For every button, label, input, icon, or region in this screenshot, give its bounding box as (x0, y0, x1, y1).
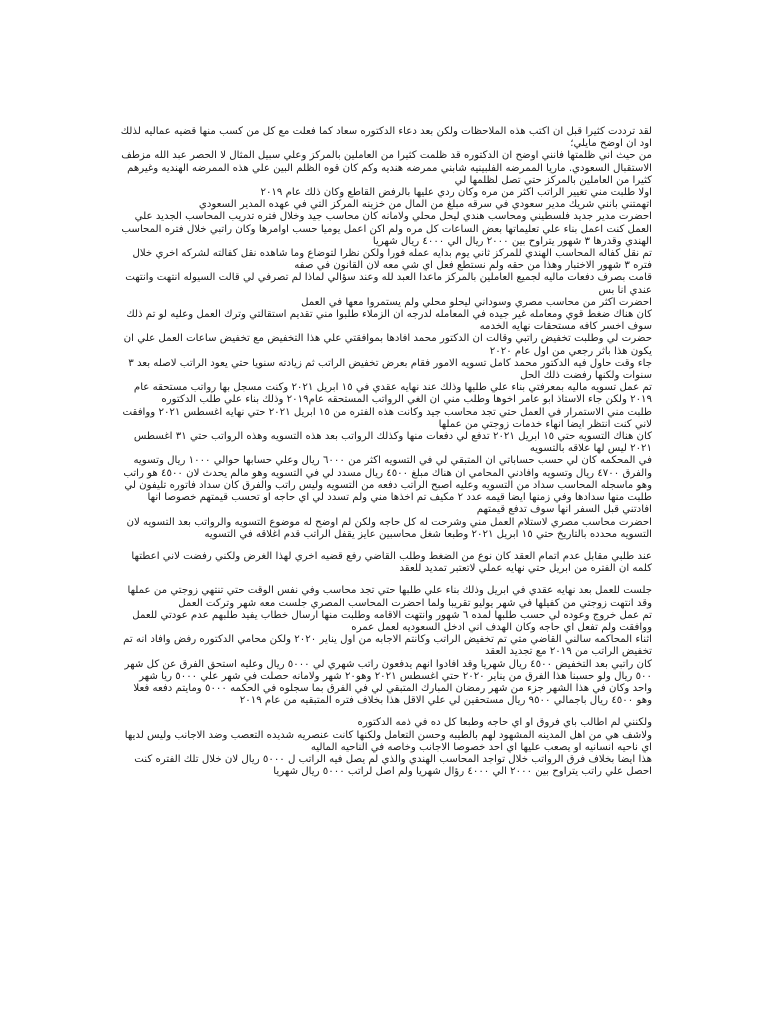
paragraph: اتهمتني بانني شريك مدير سعودي في سرقه مبلغ من المال من خزينه المركز التي في عهده المدير السعودي (198, 199, 652, 211)
letter-body (120, 126, 652, 778)
paragraph: من حيث اني ظلمتها فانني اوضح ان الدكتوره قد ظلمت كثيرا من العاملين بالمركز وعلي سبيل المثال لا الحصر عبد الله مزطف الاستقبال السعودي. ماريا الممرضه الفلبينيه شابني ممرضه هنديه وكم كان قوه الظلم البين علي هذه الممرضه الهنديه وغيرهم كثيرا من العاملين بالمركز حتي تصل لظلمها لي (121, 150, 652, 186)
paragraph: تم عمل خروج وعوده لي حسب طلبها لمده ٦ شهور وانتهت الاقامه وطلبت منها ارسال خطاب يفيد طلبهم عدم عودتي للعمل ووافقت ولم تفعل اي حاجه وكان الهدف اني ادخل السعوديه لعمل عمره (132, 609, 652, 633)
paragraph: في المحكمه كان لي حسب حساباتي ان المتبقي لي في التسويه اكثر من ٦٠٠٠ ريال وعلي حسابها حوالي ١٠٠٠ ريال وتسويه والفرق ٤٧٠٠ ريال وتسويه وافادني المحامي ان هناك مبلغ ٤٥٠٠ ريال مسدد لي في التسويه وهو مالم يحدث لان ٤٥٠٠ هو راتب وهو ماسجله المحاسب سداد من التسويه وعليه اصبح الراتب دفعه من التسويه وليس راتب والفرق كان سداد فاتوره تليفون لي طلبت منها سدادها وفي زمنها ايضا قيمه عدد ٢ مكيف تم اخذها مني ولم تسدد لي اي حاجه او تحسب قيمتهم خصوصا انها افادتني قبل السفر انها سوف تدفع قيمتهم (123, 455, 652, 516)
paragraph: احضرت مدير جديد فلسطيني ومحاسب هندي ليحل محلي ولامانه كان محاسب جيد وخلال فتره تدريب المحاسب الجديد علي العمل كنت اعمل بناء علي تعليماتها بعض الساعات كل مره ولم اكن اعمل يوميا حسب اوامرها وكان راتبي خلال فتره المحاسب الهندي وقدرها ٣ شهور يتراوح بين ٢٠٠٠ ريال الي ٤٠٠٠ ريال شهريا (121, 211, 652, 247)
paragraph: كان راتبي بعد التخفيض ٤٥٠٠ ريال شهريا وقد افادوا انهم يدفعون راتب شهري لي ٥٠٠٠ ريال وعليه استحق الفرق عن كل شهر ٥٠٠ ريال ولو حسبنا هذا الفرق من يناير ٢٠٢٠ حتي اغسطس ٢٠٢١ وهو٢٠ شهر ولامانه حصلت في شهر علي ٥٠٠٠ ريا شهر واحد وكان في هذا الشهر جزء من شهر رمضان المبارك المتبقي لي في الفرق بما سجلوه في الحكمه ٥٠٠٠ ومايتم دفعه فعلا وهو ٤٥٠٠ ريال باجمالي ٩٥٠٠ ريال مستحقين لي علي الاقل هذا بخلاف فتره المتبقيه من عام ٢٠١٩ (124, 658, 652, 707)
paragraph: عند طلبي مقابل عدم اتمام العقد كان نوع من الضغط وطلب القاضي رفع قضيه اخري لهذا الغرض ولكني رفضت لاني اعطتها كلمه ان الفتره من ابريل حتي نهايه عملي لاتعتبر تمديد للعقد (131, 550, 652, 575)
paragraph: اثناء المحاكمه سالني القاضي متي تم تخفيض الراتب وكانتم الاجابه من اول يناير ٢٠٢٠ ولكن محامي الدكتوره رفض وافاد انه تم تخفيض الراتب من ٢٠١٩ مع تجديد العقد (123, 634, 652, 658)
paragraph: كان هناك ضغط قوي ومعامله غير جيده في المعامله لدرجه ان الزملاء طلبوا مني تقديم استقالتي وترك العمل وعليه لو تم ذلك سوف اخسر كافه مستحقات نهايه الخدمه (126, 309, 652, 333)
paragraph: طلبت مني الاستمرار في العمل حتي تجد محاسب جيد وكانت هذه الفتره من ١٥ ابريل ٢٠٢١ حتي نهايه اغسطس ٢٠٢١ ووافقت لاني كنت انتظر ايضا انهاء خدمات زوجتي من عملها (122, 406, 652, 430)
paragraph: جاء وقت حاول فيه الدكتور محمد كامل تسويه الامور فقام بعرض تخفيض الراتب ثم زيادته سنويا حتي يعود الراتب لاصله بعد ٣ سنوات ولكنها رفضت ذلك الحل (128, 357, 652, 382)
paragraph: تم نقل كفاله المحاسب الهندي للمركز ثاني يوم بدايه عمله فورا ولكن نظرا لتوضاع وما شاهده نقل كفالته لشركه اخري خلال فتره ٣ شهور الاختبار وهذا من حقه ولم نستطع فعل اي شي معه لان القانون في صفه (132, 248, 652, 272)
paragraph: اولا طلبت مني تغيير الراتب اكثر من مره وكان ردي عليها بالرفض القاطع وكان ذلك عام ٢٠١٩ (260, 187, 652, 199)
paragraph: لقد ترددت كثيرا قبل ان اكتب هذه الملاحظات ولكن بعد دعاء الدكتوره سعاد كما فعلت مع كل من كسب منها قضيه عماليه لذلك اود ان اوضح مايلي؛ (120, 126, 652, 150)
paragraph-gap (120, 707, 652, 717)
paragraph: ولاشف هي من اهل المدينه المشهود لهم بالطيبه وحسن التعامل ولكنها كانت عنصريه شديده التعصب وضد الاجانب وليس لديها اي ناحيه انسانيه او يصعب عليها اي احد خصوصا الاجانب وخاصه في الناحيه الماليه (124, 729, 652, 753)
paragraph-gap (120, 575, 652, 585)
paragraph: كان هناك التسويه حتي ١٥ ابريل ٢٠٢١ تدفع لي دفعات منها وكذلك الرواتب بعد هذه التسويه وهذه الرواتب حتي ٣١ اغسطس ٢٠٢١ ليس لها علاقه بالتسويه (133, 431, 652, 455)
paragraph: قامت بصرف دفعات ماليه لجميع العاملين بالمركز ماعدا العبد لله وعند سؤالي لماذا لم تصرفي لي قالت السيوله انتهت وانتهت عندي انا بس (125, 272, 652, 296)
paragraph: احضرت اكثر من محاسب مصري وسوداني ليحلو محلي ولم يستمروا معها في العمل (301, 296, 652, 308)
paragraph: حضرت لي وطلبت تخفيض راتبي وقالت ان الدكتور محمد افادها بموافقتي علي هذا التخفيض مع تخفيض ساعات العمل علي ان يكون هذا باثر رجعي من اول عام ٢٠٢٠ (123, 333, 652, 357)
paragraph: هذا ايضا بخلاف فرق الرواتب خلال تواجد المحاسب الهندي والذي لم يصل فيه الراتب ل ٥٠٠٠ ريال لان خلال تلك الفتره كنت احصل علي راتب يتراوح بين ٢٠٠٠ الي ٤٠٠٠ رؤال شهريا ولم اصل لراتب ٥٠٠٠ ريال شهريا (134, 753, 652, 778)
paragraph: جلست للعمل بعد نهايه عقدي في ابريل وذلك بناء علي طلبها حتي تجد محاسب وفي نفس الوقت حتي تنتهي زوجتي من عملها وقد انتهت زوجتي من كفيلها في شهر يوليو تقريبا ولما احضرت المحاسب المصري جلست معه شهر وتركت العمل (127, 585, 652, 609)
paragraph-gap (120, 541, 652, 551)
paragraph: ولكنني لم اطالب باي فروق او اي حاجه وطبعا كل ده في ذمه الدكتوره (357, 717, 652, 729)
paragraph: احضرت محاسب مصري لاستلام العمل مني وشرحت له كل حاجه ولكن لم اوضح له موضوع التسويه والرواتب بعد التسويه لان التسويه محدده بالتاريخ حتي ١٥ ابريل ٢٠٢١ وطبعا شغل محاسبين عايز يقفل الراتب قدم اغلاقه في التسويه (126, 516, 652, 540)
paragraph: تم عمل تسويه ماليه بمعرفتي بناء علي طلبها وذلك عند نهايه عقدي في ١٥ ابريل ٢٠٢١ وكنت مسجل بها رواتب مستحقه عام ٢٠١٩ ولكن جاء الاستاذ ابو عامر اخوها وطلب مني ان الغي الرواتب المستحقه عام٢٠١٩ وذلك بناء علي طلب الدكتوره (133, 382, 652, 406)
